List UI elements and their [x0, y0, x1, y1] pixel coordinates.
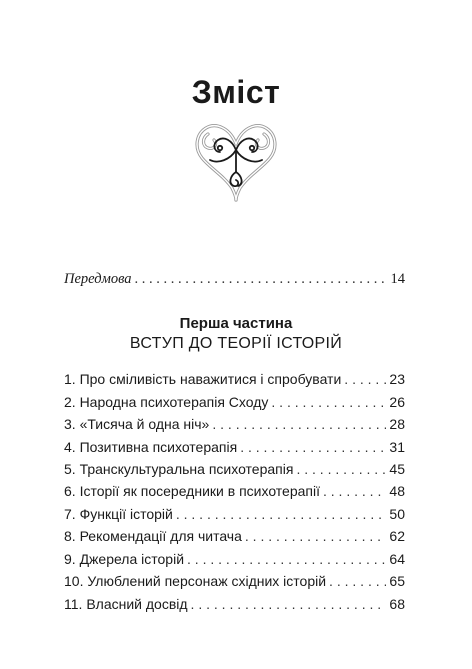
toc-page-number: 68: [389, 596, 405, 612]
toc-label: 3. «Тисяча й одна ніч»: [64, 416, 210, 432]
toc-label: Передмова: [64, 271, 132, 287]
toc-row[interactable]: [64, 392, 405, 412]
leader-dots: [296, 459, 386, 479]
toc-page-number: 62: [389, 528, 405, 544]
toc-label: 2. Народна психотерапія Сходу: [64, 394, 269, 410]
toc-page-number: 48: [389, 483, 405, 499]
part-label: Перша частина: [179, 315, 293, 332]
leader-dots: [271, 392, 386, 412]
toc-row-preface[interactable]: [64, 269, 405, 289]
toc-row[interactable]: [64, 571, 405, 591]
toc-label: 7. Функції історій: [64, 506, 173, 522]
toc-label: 9. Джерела історій: [64, 551, 185, 567]
part-title: ВСТУП ДО ТЕОРІЇ ІСТОРІЙ: [129, 335, 343, 352]
toc-page-number: 26: [389, 394, 405, 410]
toc-page-number: 31: [389, 439, 405, 455]
toc-label: 10. Улюблений персонаж східних історій: [64, 573, 327, 589]
toc-row[interactable]: [64, 369, 405, 389]
leader-dots: [329, 571, 386, 591]
leader-dots: [240, 437, 386, 457]
leader-dots: [135, 269, 386, 289]
toc-label: 5. Транскультуральна психотерапія: [64, 461, 294, 477]
toc-row[interactable]: [64, 526, 405, 546]
toc-page-number: 45: [389, 461, 405, 477]
leader-dots: [323, 481, 386, 501]
toc-label: 8. Рекомендації для читача: [64, 528, 242, 544]
toc-row[interactable]: [64, 437, 405, 457]
toc-label: 6. Історії як посередники в психотерапії: [64, 483, 320, 499]
toc-label: 4. Позитивна психотерапія: [64, 439, 238, 455]
toc-label: 11. Власний досвід: [64, 596, 188, 612]
toc-page-number: 64: [389, 551, 405, 567]
toc-row[interactable]: [64, 414, 405, 434]
toc-page-number: 23: [389, 371, 405, 387]
leader-dots: [245, 526, 386, 546]
heart-ornament-icon: [186, 114, 286, 206]
leader-dots: [187, 549, 386, 569]
toc-row[interactable]: [64, 459, 405, 479]
page-title: Зміст: [191, 74, 281, 110]
toc-row[interactable]: [64, 549, 405, 569]
leader-dots: [191, 594, 386, 614]
toc-page-number: 50: [389, 506, 405, 522]
toc-row[interactable]: [64, 481, 405, 501]
toc-row[interactable]: [64, 594, 405, 614]
toc-page-number: 14: [390, 271, 405, 287]
leader-dots: [212, 414, 386, 434]
toc-label: 1. Про сміливість наважитися і спробувати: [64, 371, 342, 387]
toc-page-number: 65: [389, 573, 405, 589]
toc-page-number: 28: [389, 416, 405, 432]
leader-dots: [344, 369, 386, 389]
leader-dots: [176, 504, 386, 524]
toc-row[interactable]: [64, 504, 405, 524]
